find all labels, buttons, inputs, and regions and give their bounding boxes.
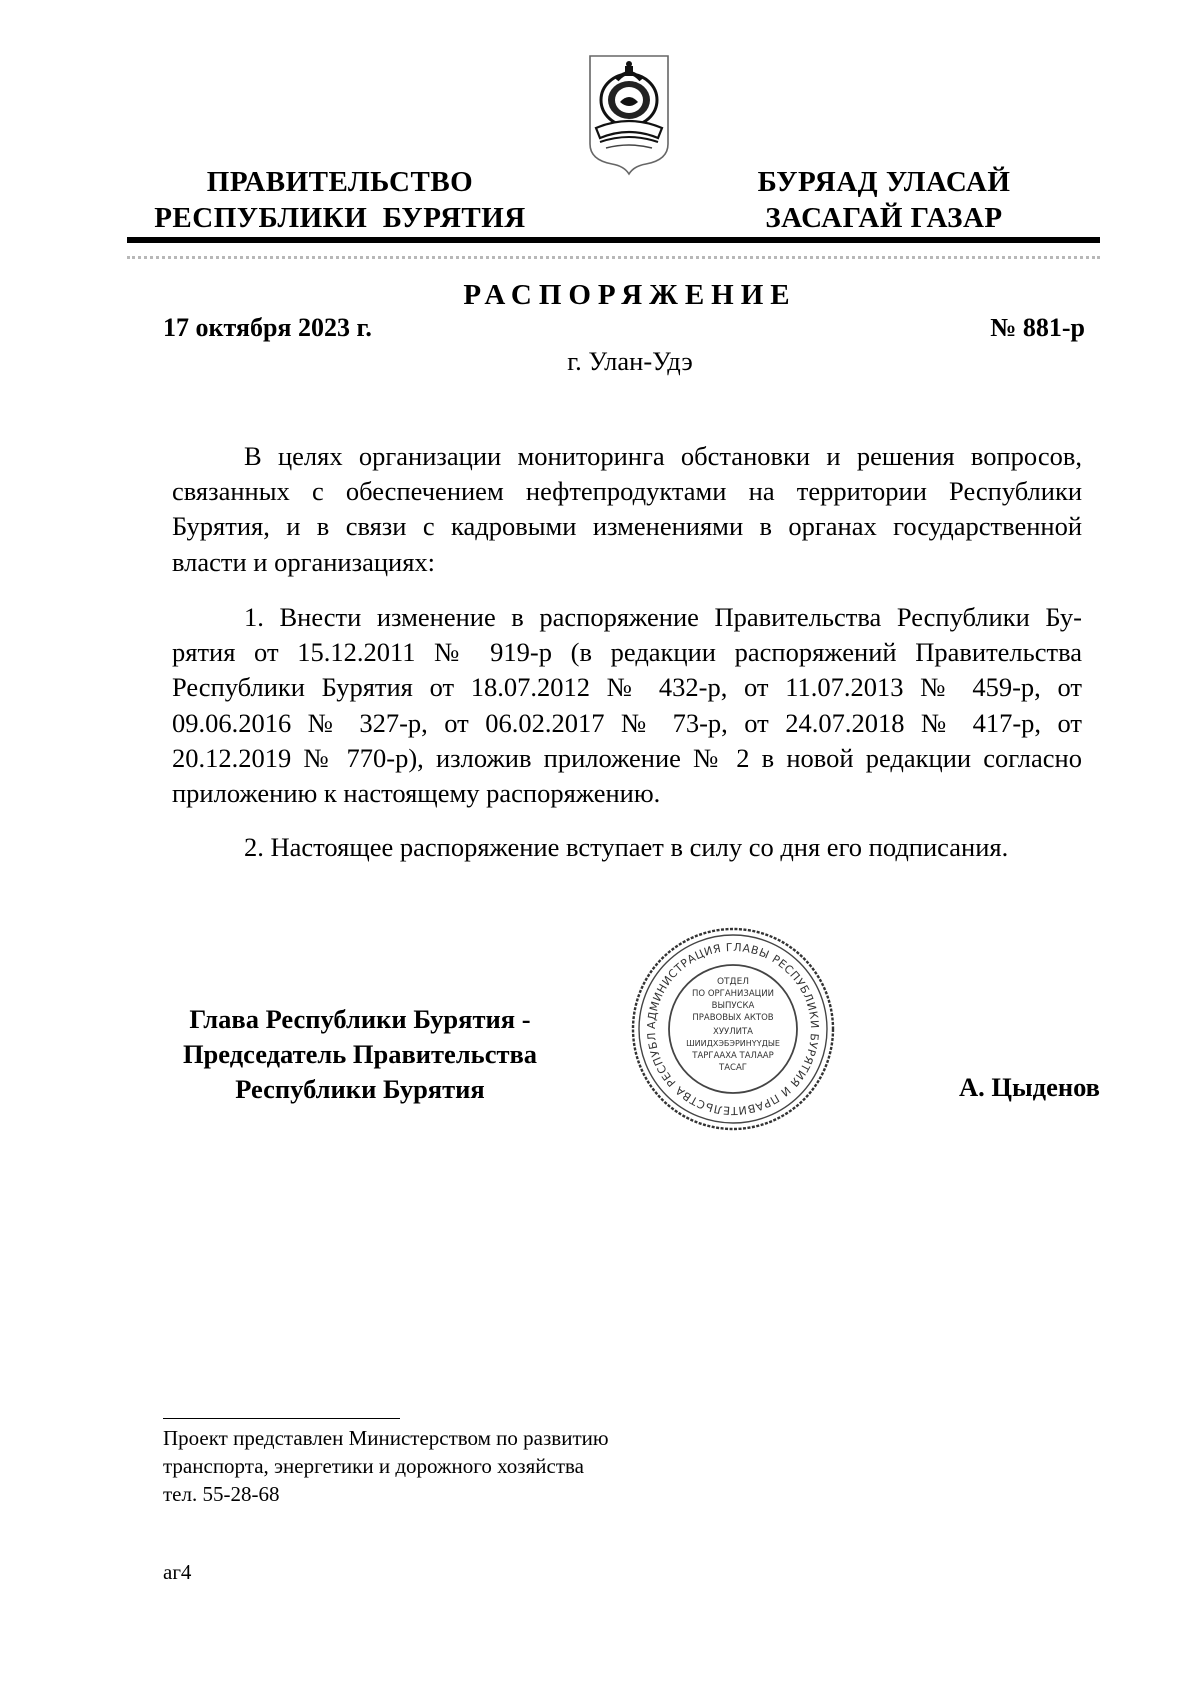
item-1-line: 09.06.2016 № 327-р, от 06.02.2017 № 73-р, от 24.07.2018 № 417-р, от xyxy=(172,707,1082,738)
header-left-line1: ПРАВИТЕЛЬСТВО xyxy=(206,166,474,198)
footer-line3: тел. 55-28-68 xyxy=(163,1482,280,1506)
svg-text:АДМИНИСТРАЦИЯ ГЛАВЫ РЕСПУБЛИКИ: АДМИНИСТРАЦИЯ ГЛАВЫ РЕСПУБЛИКИ БУРЯТИЯ И ПРАВИТЕЛЬСТВА РЕСПУБЛ xyxy=(644,940,822,1118)
svg-text:ТАСАГ: ТАСАГ xyxy=(719,1063,747,1073)
svg-text:ОТДЕЛ: ОТДЕЛ xyxy=(716,977,750,987)
coat-of-arms-icon xyxy=(586,52,672,176)
header-left-line2: РЕСПУБЛИКИ БУРЯТИЯ xyxy=(154,202,526,234)
signatory-position-line3: Республики Бурятия xyxy=(235,1074,485,1104)
header-right-line2: ЗАСАГАЙ ГАЗАР xyxy=(765,202,1003,234)
footer-note xyxy=(163,1424,609,1508)
footnote-divider xyxy=(163,1418,400,1419)
preamble-line: власти и организациях: xyxy=(172,546,435,577)
signatory-position-line1: Глава Республики Бурятия - xyxy=(189,1004,531,1034)
item-1-line: 20.12.2019 № 770-р), изложив приложение № 2 в новой редакции согласно xyxy=(172,742,1082,773)
svg-text:ШИИДХЭБЭРИНҮҮДЫЕ: ШИИДХЭБЭРИНҮҮДЫЕ xyxy=(686,1039,780,1048)
signatory-position-line2: Председатель Правительства xyxy=(182,1039,538,1069)
header-right-line1: БУРЯАД УЛАСАЙ xyxy=(757,166,1011,198)
svg-text:ВЫПУСКА: ВЫПУСКА xyxy=(711,1001,755,1011)
footer-line1: Проект представлен Министерством по развитию xyxy=(163,1426,609,1450)
document-title: РАСПОРЯЖЕНИЕ xyxy=(463,279,797,311)
footer-line2: транспорта, энергетики и дорожного хозяйства xyxy=(163,1454,584,1478)
document-date: 17 октября 2023 г. xyxy=(163,313,372,342)
header-left xyxy=(140,164,540,236)
item-1-line: приложению к настоящему распоряжению. xyxy=(172,778,661,809)
svg-text:ХУУЛИТА: ХУУЛИТА xyxy=(713,1027,753,1037)
preamble-paragraph xyxy=(172,439,1082,580)
item-2-paragraph: 2. Настоящее распоряжение вступает в силу со дня его подписания. xyxy=(244,832,1009,862)
official-stamp-icon xyxy=(628,924,838,1134)
header-right xyxy=(714,164,1054,236)
svg-text:ПРАВОВЫХ АКТОВ: ПРАВОВЫХ АКТОВ xyxy=(692,1013,774,1023)
footer-code: аг4 xyxy=(163,1560,192,1584)
signatory-position xyxy=(160,1002,560,1107)
preamble-line: В целях организации мониторинга обстановки и решения вопросов, xyxy=(244,441,1082,471)
item-1-line: Республики Бурятия от 18.07.2012 № 432-р, от 11.07.2013 № 459-р, от xyxy=(172,672,1082,703)
header-divider-thick xyxy=(127,237,1100,243)
header-divider-dotted xyxy=(127,256,1100,259)
document-city: г. Улан-Удэ xyxy=(567,346,693,376)
item-1-line: 1. Внести изменение в распоряжение Правительства Республики Бу- xyxy=(244,602,1082,632)
preamble-line: связанных с обеспечением нефтепродуктами на территории Республики xyxy=(172,476,1082,507)
preamble-line: Бурятия, и в связи с кадровыми изменениями в органах государственной xyxy=(172,511,1082,542)
svg-text:ПО ОРГАНИЗАЦИИ: ПО ОРГАНИЗАЦИИ xyxy=(692,989,774,999)
item-1-paragraph xyxy=(172,600,1082,811)
document-number: № 881-р xyxy=(990,313,1085,342)
item-1-line: рятия от 15.12.2011 № 919-р (в редакции распоряжений Правительства xyxy=(172,637,1082,668)
svg-text:ТАРГААХА ТАЛААР: ТАРГААХА ТАЛААР xyxy=(692,1051,774,1061)
signatory-name: А. Цыденов xyxy=(958,1072,1100,1102)
